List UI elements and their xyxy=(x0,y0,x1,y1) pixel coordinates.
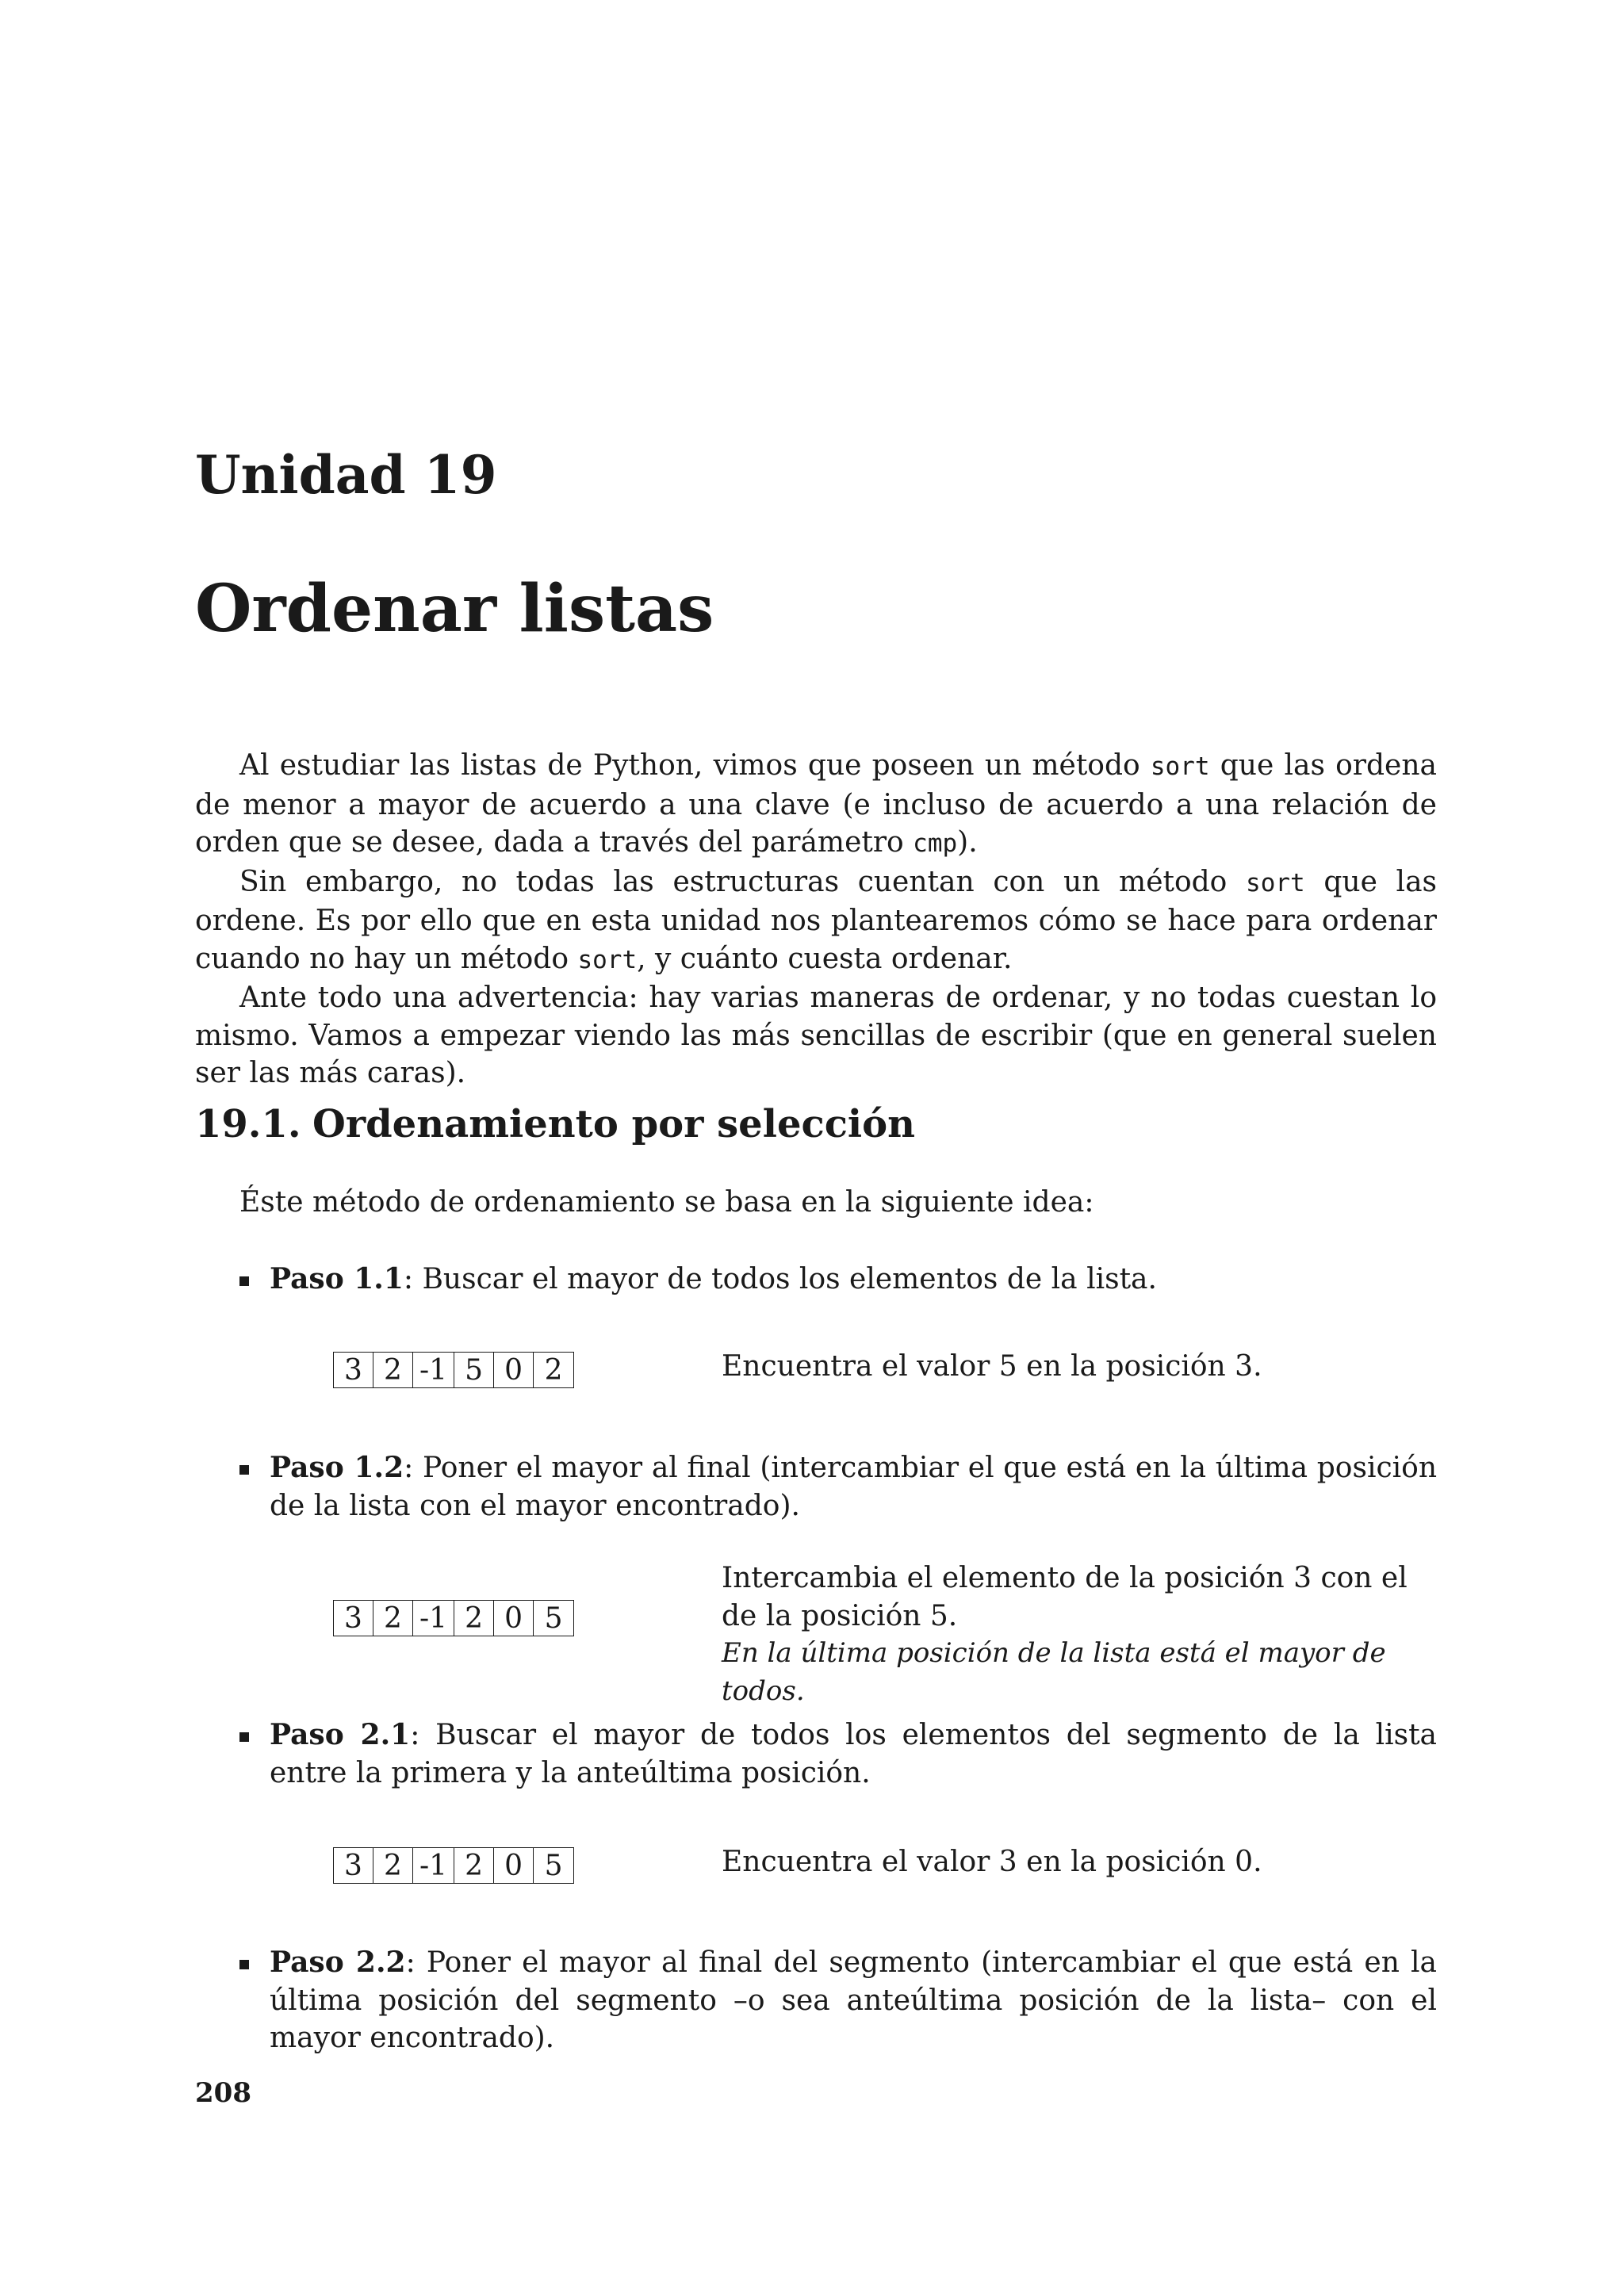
array-cell: 2 xyxy=(454,1848,494,1883)
array-cell: -1 xyxy=(413,1848,454,1883)
array-cell: 2 xyxy=(373,1848,413,1883)
bullet-icon xyxy=(239,1276,249,1286)
intro-paragraph-1 xyxy=(195,747,1437,863)
step-label: Paso 1.2 xyxy=(270,1451,404,1484)
array-cell: 2 xyxy=(373,1353,413,1387)
bullet-icon xyxy=(239,1465,249,1475)
array-diagram xyxy=(333,1352,574,1388)
step-note: Encuentra el valor 5 en la posición 3. xyxy=(722,1350,1262,1383)
step-note: Encuentra el valor 3 en la posición 0. xyxy=(722,1846,1262,1878)
step-note xyxy=(722,1559,1437,1710)
inline-code: sort xyxy=(1246,868,1305,897)
chapter-title: Ordenar listas xyxy=(195,571,714,647)
step-label: Paso 1.1 xyxy=(270,1262,404,1295)
array-cell: -1 xyxy=(413,1353,454,1387)
text-run: Sin embargo, no todas las estructuras cuentan con un método xyxy=(239,865,1247,898)
array-diagram xyxy=(333,1600,574,1636)
array-cell: 0 xyxy=(494,1848,534,1883)
array-cell: 0 xyxy=(494,1601,534,1636)
inline-code: cmp xyxy=(913,829,958,858)
text-run: ). xyxy=(957,826,978,859)
step-text: : Poner el mayor al final del segmento (intercambiar el que está en la última posición del segmento –o sea anteúltima posición de la lista– con el mayor encontrado). xyxy=(270,1946,1437,2054)
array-cell: 3 xyxy=(334,1601,373,1636)
step-label: Paso 2.1 xyxy=(270,1718,411,1751)
array-cell: 0 xyxy=(494,1353,534,1387)
step-2-1 xyxy=(239,1716,1437,1792)
array-cell: 5 xyxy=(544,1849,563,1882)
text-run: que las ordene. Es por ello que en esta unidad nos plantearemos cómo se hace para ordenar cuando no hay un método xyxy=(195,865,1438,975)
array-cell: 5 xyxy=(544,1601,563,1635)
array-diagram xyxy=(333,1847,574,1884)
array-cell: 2 xyxy=(544,1353,563,1387)
step-note-italic: En la última posición de la lista está el mayor de todos. xyxy=(722,1637,1386,1707)
step-2-2 xyxy=(239,1944,1437,2057)
text-run: Al estudiar las listas de Python, vimos que poseen un método xyxy=(239,749,1151,782)
step-label: Paso 2.2 xyxy=(270,1946,406,1979)
page-number: 208 xyxy=(195,2077,251,2109)
inline-code: sort xyxy=(1150,752,1210,781)
section-lead: Éste método de ordenamiento se basa en la siguiente idea: xyxy=(239,1186,1094,1219)
array-cell: 2 xyxy=(373,1601,413,1636)
array-cell: -1 xyxy=(413,1601,454,1636)
array-cell: 3 xyxy=(334,1353,373,1387)
step-note-text: Intercambia el elemento de la posición 3 con el de la posición 5. xyxy=(722,1562,1408,1632)
intro-paragraph-2 xyxy=(195,863,1437,980)
array-cell: 3 xyxy=(334,1848,373,1883)
section-title: Ordenamiento por selección xyxy=(312,1102,916,1146)
intro-text xyxy=(195,747,1437,1093)
section-number: 19.1. xyxy=(195,1102,301,1146)
step-1-1 xyxy=(239,1261,1437,1299)
array-cell: 5 xyxy=(454,1353,494,1387)
step-text: : Buscar el mayor de todos los elementos de la lista. xyxy=(403,1263,1157,1295)
array-cell: 2 xyxy=(454,1601,494,1636)
text-run: , y cuánto cuesta ordenar. xyxy=(637,942,1013,975)
step-text: : Poner el mayor al final (intercambiar el que está en la última posición de la lista con el mayor encontrado). xyxy=(270,1452,1438,1522)
bullet-icon xyxy=(239,1732,249,1742)
text-run: que las ordena de menor a mayor de acuerdo a una clave (e incluso de acuerdo a una relación de orden que se desee, dada a través del parámetro xyxy=(195,749,1438,859)
unit-label: Unidad 19 xyxy=(195,444,497,506)
intro-paragraph-3: Ante todo una advertencia: hay varias maneras de ordenar, y no todas cuestan lo mismo. Vamos a empezar viendo las más sencillas de escribir (que en general suelen ser las más caras). xyxy=(195,982,1437,1089)
step-1-2 xyxy=(239,1449,1437,1525)
bullet-icon xyxy=(239,1960,249,1969)
inline-code: sort xyxy=(577,945,638,974)
section-heading xyxy=(195,1102,915,1146)
step-text: : Buscar el mayor de todos los elementos del segmento de la lista entre la primera y la anteúltima posición. xyxy=(270,1719,1438,1789)
